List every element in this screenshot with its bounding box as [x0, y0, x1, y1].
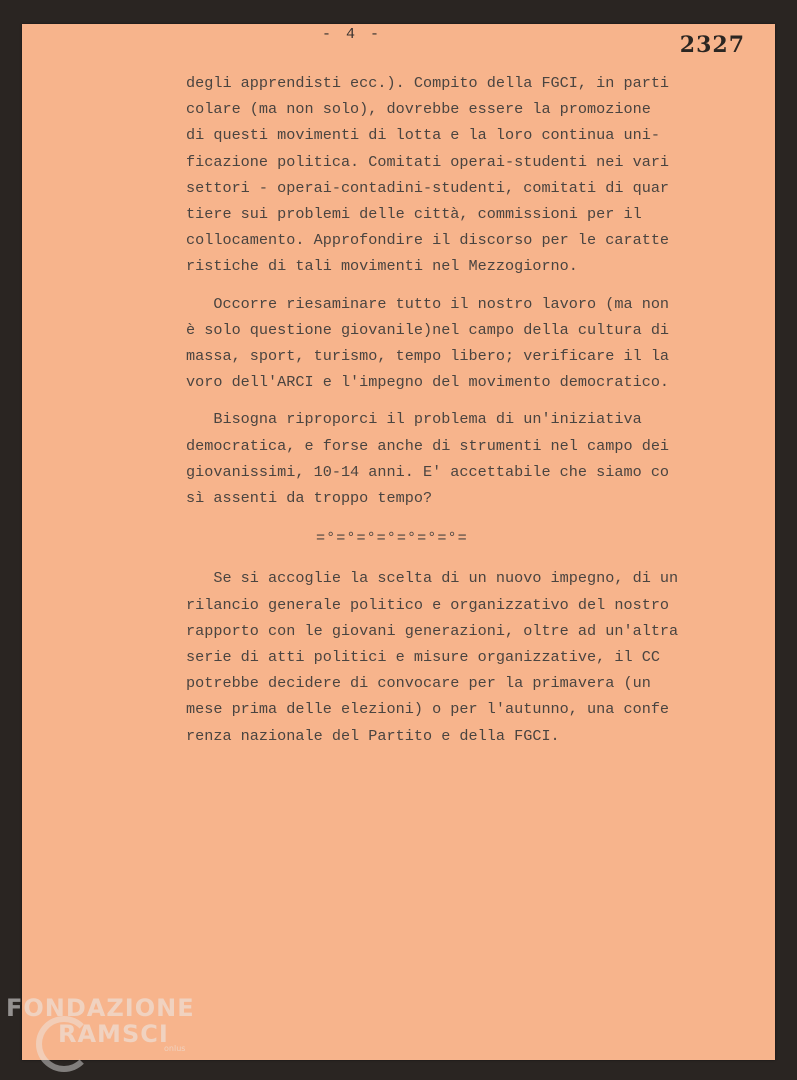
text-line: serie di atti politici e misure organizzative, il CC — [186, 648, 660, 667]
text-line: rapporto con le giovani generazioni, oltre ad un'altra — [186, 621, 679, 640]
text-line: Bisogna riproporci il problema di un'iniziativa — [186, 410, 642, 429]
text-line: renza nazionale del Partito e della FGCI. — [186, 726, 560, 745]
text-line: voro dell'ARCI e l'impegno del movimento democratico. — [186, 373, 670, 392]
text-line: sì assenti da troppo tempo? — [186, 489, 433, 508]
text-line: degli apprendisti ecc.). Compito della FGCI, in parti — [186, 74, 670, 92]
text-line: di questi movimenti di lotta e la loro continua uni- — [186, 126, 660, 145]
text-line: rilancio generale politico e organizzativo del nostro — [186, 595, 670, 614]
page-number: - 4 - — [322, 26, 383, 43]
text-line: Occorre riesaminare tutto il nostro lavoro (ma non — [186, 294, 670, 313]
gramsci-logo-icon — [36, 1016, 92, 1072]
text-line: collocamento. Approfondire il discorso per le caratte — [186, 231, 670, 250]
text-line: colare (ma non solo), dovrebbe essere la promozione — [186, 100, 651, 119]
paragraph-4 — [186, 565, 706, 748]
paragraph-3 — [186, 406, 706, 511]
text-line: ficazione politica. Comitati operai-studenti nei vari — [186, 152, 670, 171]
watermark-line-3: onlus — [164, 1044, 186, 1053]
paragraph-1 — [186, 70, 706, 280]
archive-number: 2327 — [679, 32, 745, 58]
paragraph-2 — [186, 291, 706, 396]
text-line: ristiche di tali movimenti nel Mezzogiorno. — [186, 257, 578, 276]
document-page — [22, 24, 775, 1060]
text-line: massa, sport, turismo, tempo libero; verificare il la — [186, 347, 670, 366]
text-line: giovanissimi, 10-14 anni. E' accettabile che siamo co — [186, 462, 670, 481]
text-line: è solo questione giovanile)nel campo della cultura di — [186, 320, 670, 339]
text-line: democratica, e forse anche di strumenti nel campo dei — [186, 436, 670, 455]
fondazione-gramsci-watermark — [6, 994, 195, 1053]
watermark-line-2: RAMSCI — [58, 1020, 169, 1048]
text-line: settori - operai-contadini-studenti, comitati di quar — [186, 178, 670, 197]
text-line: mese prima delle elezioni) o per l'autunno, una confe — [186, 700, 670, 719]
text-line: tiere sui problemi delle città, commissioni per il — [186, 205, 642, 224]
watermark-line-1: FONDAZIONE — [6, 994, 195, 1022]
text-line: potrebbe decidere di convocare per la primavera (un — [186, 674, 651, 693]
section-separator: =°=°=°=°=°=°=°= — [316, 529, 468, 548]
document-body — [186, 70, 706, 760]
text-line: Se si accoglie la scelta di un nuovo impegno, di un — [186, 569, 679, 588]
